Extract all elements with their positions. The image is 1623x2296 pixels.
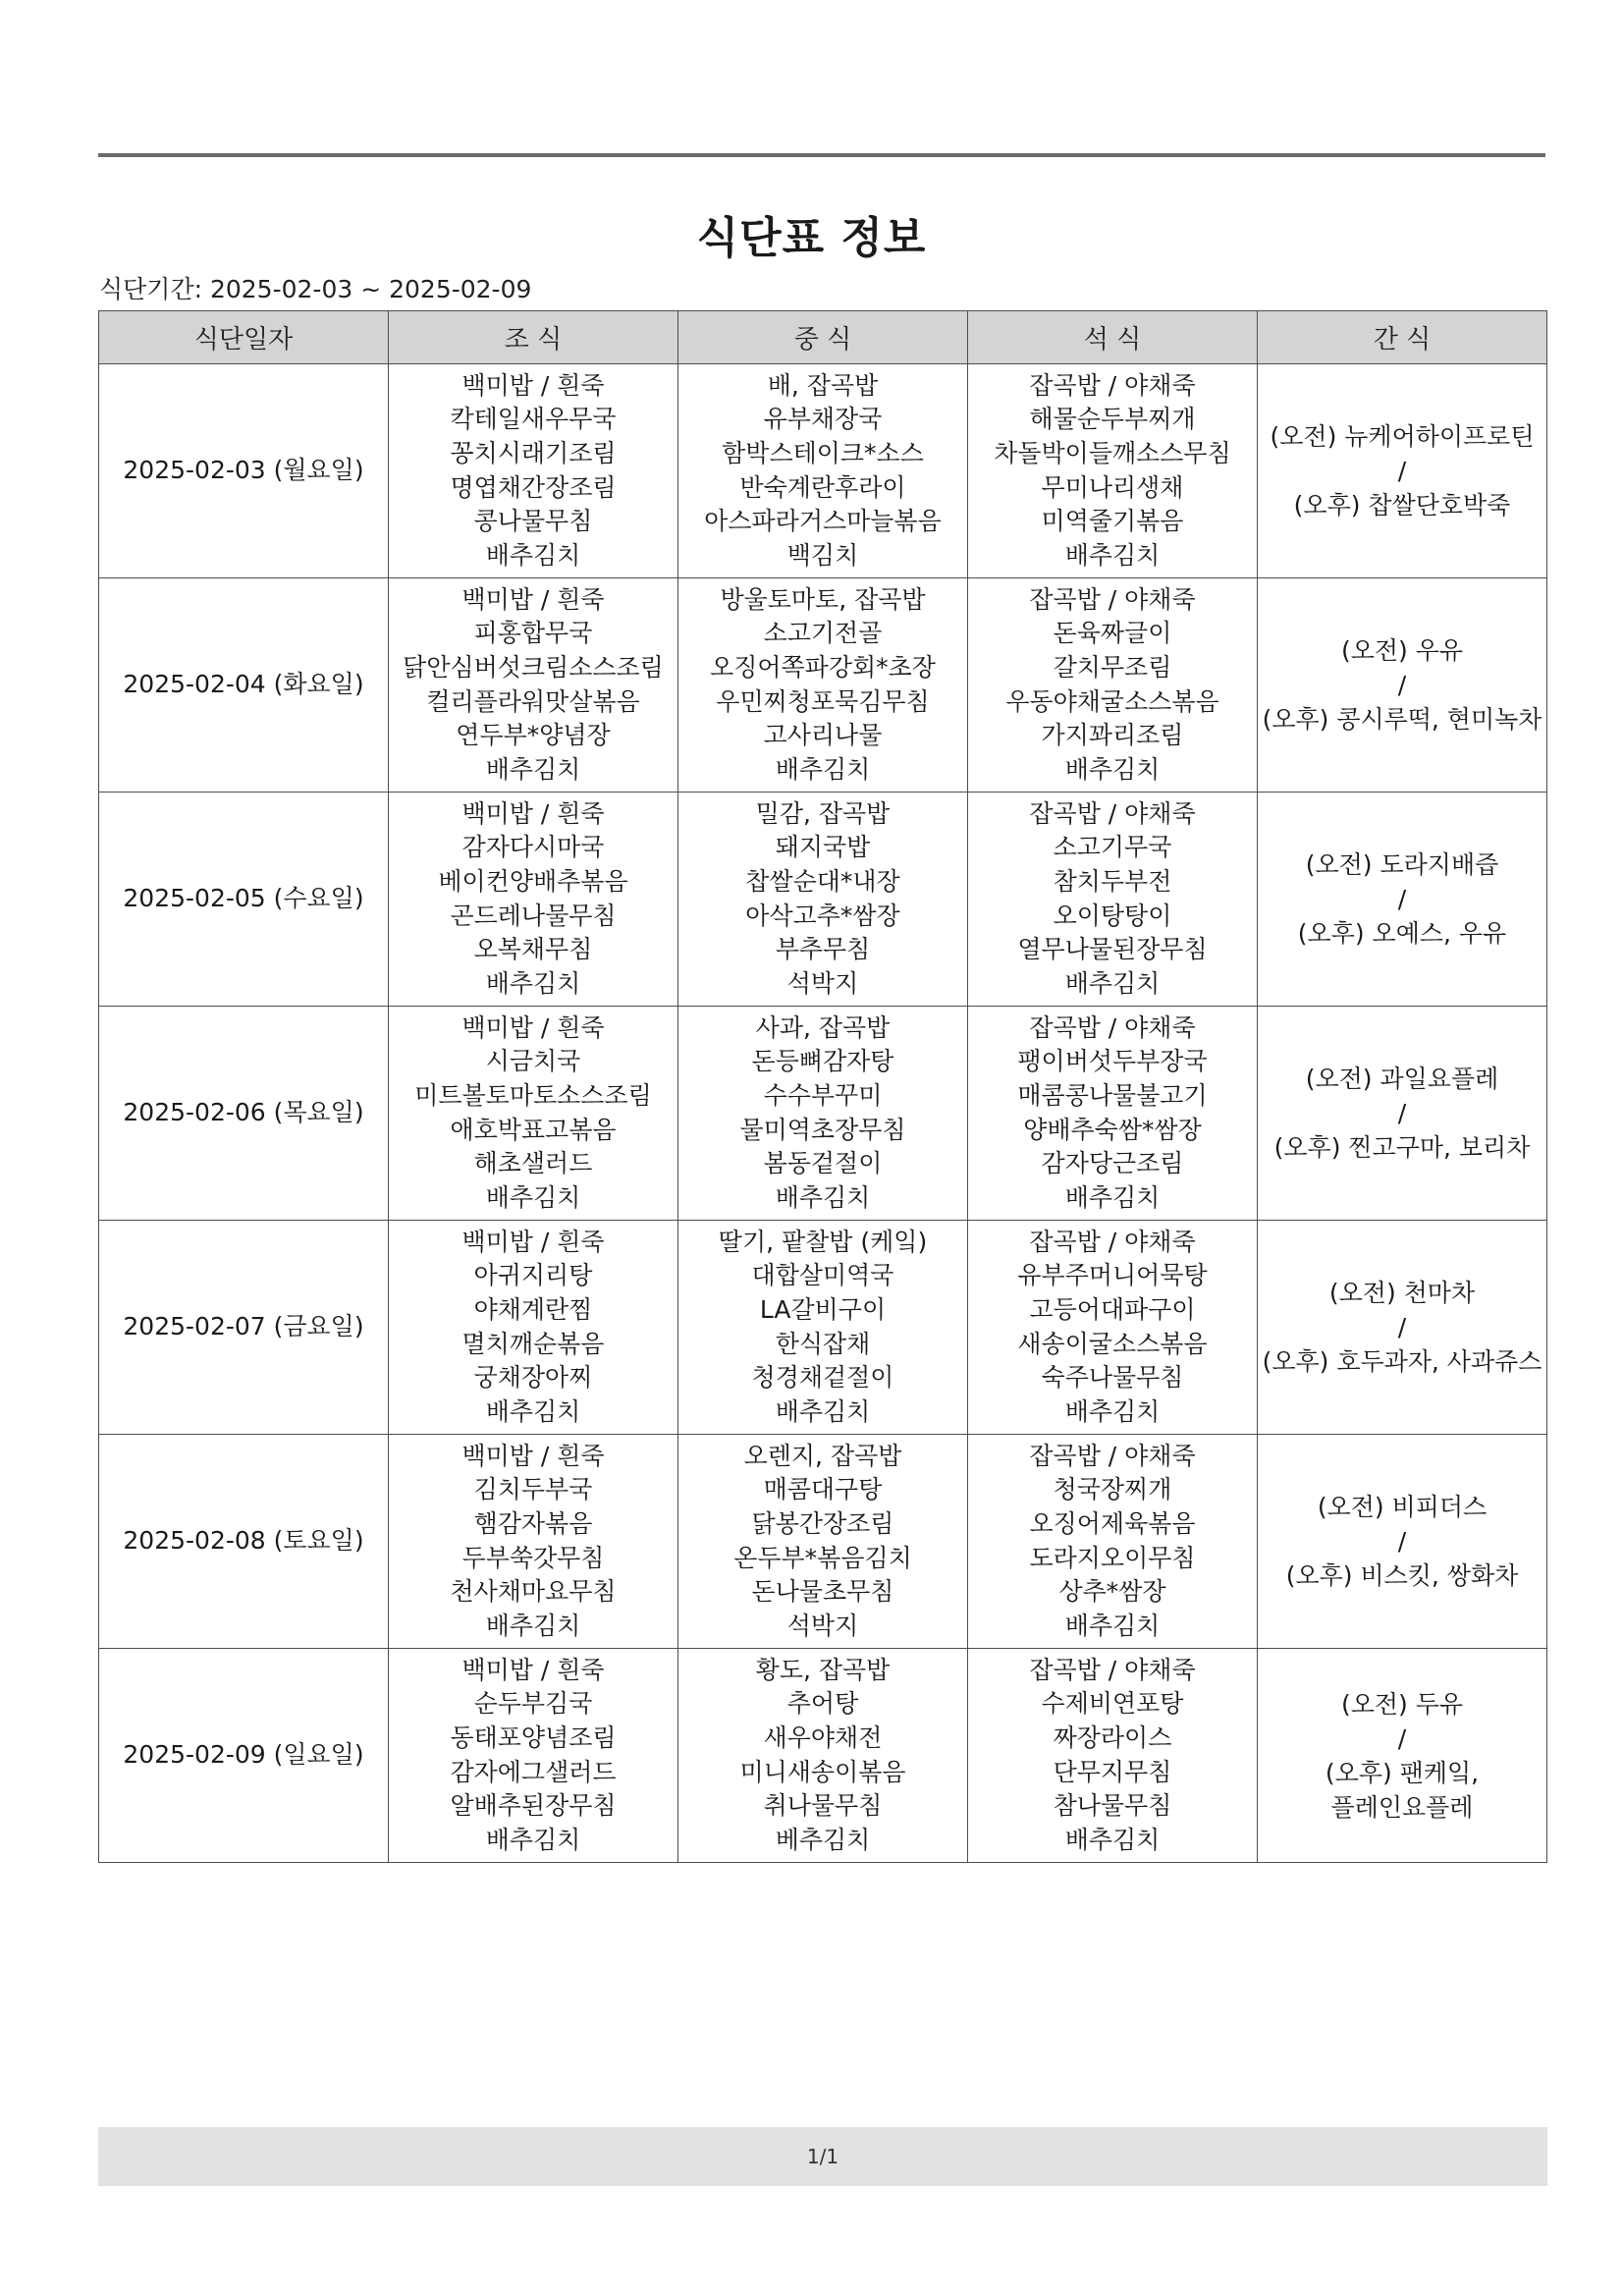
date-cell: 2025-02-07 (금요일) [99, 1221, 389, 1435]
menu-item: 배추김치 [485, 540, 581, 570]
menu-item: 대합살미역국 [751, 1261, 894, 1290]
menu-item: 배추김치 [485, 754, 581, 784]
menu-item: (오후) 호두과자, 사과쥬스 [1262, 1347, 1542, 1376]
menu-item: 아삭고추*쌈장 [745, 901, 900, 930]
menu-item: 미역줄기볶음 [1041, 507, 1184, 536]
menu-item: 유부주머니어묵탕 [1017, 1261, 1208, 1290]
menu-item: 양배추숙쌈*쌈장 [1023, 1115, 1202, 1144]
menu-item: 잡곡밥 / 야채죽 [1029, 370, 1196, 400]
menu-item: 오징어쪽파강회*초장 [710, 652, 936, 682]
menu-body [99, 364, 1547, 1863]
table-row [99, 1221, 1547, 1435]
breakfast-cell [389, 1435, 678, 1649]
header-breakfast: 조 식 [389, 311, 678, 364]
menu-item: 배추김치 [1064, 1825, 1161, 1854]
menu-item: 천사채마요무침 [450, 1577, 617, 1607]
menu-item: 한식잡채 [775, 1329, 871, 1358]
lunch-cell [678, 1435, 968, 1649]
menu-item: 배추김치 [775, 1396, 871, 1426]
menu-item: 백미밥 / 흰죽 [461, 1441, 605, 1470]
lunch-cell [678, 364, 968, 578]
menu-item: 시금치국 [485, 1047, 581, 1076]
menu-item: 잡곡밥 / 야채죽 [1029, 1227, 1196, 1256]
menu-item: 도라지오이무침 [1029, 1543, 1196, 1572]
menu-item: 방울토마토, 잡곡밥 [720, 584, 926, 614]
menu-item: 반숙계란후라이 [739, 472, 906, 502]
menu-item: 딸기, 팥찰밥 (케잌) [718, 1227, 928, 1256]
menu-item: 무미나리생채 [1041, 472, 1184, 502]
menu-item: 수수부꾸미 [763, 1080, 883, 1110]
page-footer [98, 2127, 1547, 2186]
menu-item: / [1397, 457, 1407, 485]
menu-item: 백미밥 / 흰죽 [461, 584, 605, 614]
menu-item: 배추김치 [485, 1611, 581, 1640]
snack-cell [1258, 1221, 1547, 1435]
menu-item: 가지꽈리조림 [1041, 721, 1184, 750]
menu-item: 잡곡밥 / 야채죽 [1029, 1655, 1196, 1684]
menu-item: 사과, 잡곡밥 [755, 1012, 891, 1042]
menu-item: 물미역초장무침 [739, 1115, 906, 1144]
menu-item: 멸치깨순볶음 [461, 1329, 605, 1358]
menu-item: 배추김치 [1064, 968, 1161, 998]
menu-item: 청경채겉절이 [751, 1363, 894, 1393]
date-cell: 2025-02-04 (화요일) [99, 578, 389, 793]
menu-item: 새송이굴소스볶음 [1017, 1329, 1208, 1358]
menu-item: 배추김치 [775, 754, 871, 784]
menu-item: 숙주나물무침 [1041, 1363, 1184, 1393]
menu-item: 백김치 [786, 540, 859, 570]
menu-item: 황도, 잡곡밥 [755, 1655, 891, 1684]
breakfast-cell [389, 1221, 678, 1435]
menu-item: 배추김치 [1064, 754, 1161, 784]
menu-item: 순두부김국 [473, 1689, 593, 1719]
table-row [99, 578, 1547, 793]
menu-item: LA갈비구이 [759, 1294, 887, 1324]
menu-item: 배추김치 [485, 1182, 581, 1212]
menu-item: 꽁치시래기조림 [450, 438, 617, 467]
menu-item: 배추김치 [485, 1825, 581, 1854]
menu-item: (오후) 찹쌀단호박죽 [1293, 491, 1511, 519]
menu-item: 햄감자볶음 [473, 1508, 593, 1538]
menu-item: 소고기무국 [1053, 833, 1172, 862]
menu-item: / [1397, 671, 1407, 699]
menu-item: 오복채무침 [473, 935, 593, 964]
menu-item: 우민찌청포묵김무침 [716, 686, 930, 716]
snack-cell [1258, 793, 1547, 1007]
menu-item: 상추*쌈장 [1058, 1577, 1166, 1607]
menu-item: 열무나물된장무침 [1017, 935, 1208, 964]
menu-item: 부추무침 [775, 935, 871, 964]
menu-item: 찹쌀순대*내장 [745, 866, 900, 896]
menu-item: (오전) 비피더스 [1317, 1493, 1488, 1521]
menu-item: 수제비연포탕 [1041, 1689, 1184, 1719]
menu-item: 감자다시마국 [461, 833, 605, 862]
menu-item: 피홍합무국 [473, 619, 593, 648]
menu-item: 배추김치 [485, 1396, 581, 1426]
menu-item: 해초샐러드 [473, 1149, 593, 1178]
lunch-cell [678, 1007, 968, 1221]
menu-item: 오이탕탕이 [1053, 901, 1172, 930]
menu-item: 배추김치 [775, 1182, 871, 1212]
snack-cell [1258, 578, 1547, 793]
menu-item: (오전) 천마차 [1328, 1279, 1476, 1307]
menu-item: 동태포양념조림 [450, 1722, 617, 1752]
menu-item: / [1397, 1723, 1407, 1753]
menu-item: 팽이버섯두부장국 [1017, 1047, 1208, 1076]
menu-item: (오후) 콩시루떡, 현미녹차 [1262, 705, 1542, 734]
menu-item: 해물순두부찌개 [1029, 405, 1196, 434]
breakfast-cell [389, 578, 678, 793]
menu-item: 감자당근조림 [1041, 1149, 1184, 1178]
menu-item: 잡곡밥 / 야채죽 [1029, 798, 1196, 828]
snack-cell [1258, 364, 1547, 578]
snack-cell [1258, 1435, 1547, 1649]
menu-item: 고사리나물 [763, 721, 883, 750]
menu-item: 칵테일새우무국 [450, 405, 617, 434]
menu-item: 돈나물초무침 [751, 1577, 894, 1607]
menu-item: 배추김치 [1064, 1396, 1161, 1426]
menu-item: 잡곡밥 / 야채죽 [1029, 1012, 1196, 1042]
menu-item: (오전) 뉴케어하이프로틴 [1270, 422, 1535, 451]
menu-item: (오전) 도라지배즙 [1305, 850, 1499, 879]
menu-item: 새우야채전 [763, 1722, 883, 1752]
menu-item: 두부쑥갓무침 [461, 1543, 605, 1572]
menu-item: 배추김치 [1064, 1182, 1161, 1212]
menu-item: (오후) 팬케잌, [1325, 1758, 1480, 1787]
menu-item: 석박지 [786, 1611, 859, 1640]
header-snack: 간 식 [1258, 311, 1547, 364]
menu-item: 참치두부전 [1053, 866, 1172, 896]
menu-item: 백미밥 / 흰죽 [461, 1012, 605, 1042]
menu-item: 온두부*볶음김치 [733, 1543, 912, 1572]
menu-item: 궁채장아찌 [473, 1363, 593, 1393]
menu-item: 밀감, 잡곡밥 [755, 798, 891, 828]
menu-item: 청국장찌개 [1053, 1475, 1172, 1504]
date-cell: 2025-02-06 (목요일) [99, 1007, 389, 1221]
top-divider [98, 153, 1545, 157]
menu-item: 백미밥 / 흰죽 [461, 370, 605, 400]
menu-item: 야채계란찜 [473, 1294, 593, 1324]
menu-table [98, 310, 1547, 1863]
dinner-cell [968, 578, 1258, 793]
menu-item: 돈육짜글이 [1053, 619, 1172, 648]
table-row [99, 364, 1547, 578]
menu-item: 갈치무조림 [1053, 652, 1172, 682]
menu-item: (오후) 비스킷, 쌍화차 [1285, 1561, 1519, 1590]
lunch-cell [678, 1649, 968, 1863]
dinner-cell [968, 1435, 1258, 1649]
menu-period: 식단기간: 2025-02-03 ~ 2025-02-09 [99, 275, 532, 303]
menu-item: 고등어대파구이 [1029, 1294, 1196, 1324]
menu-item: 베추김치 [775, 1825, 871, 1854]
page-number: 1/1 [806, 2145, 839, 2168]
header-row [99, 311, 1547, 364]
dinner-cell [968, 364, 1258, 578]
menu-item: 곤드레나물무침 [450, 901, 617, 930]
menu-item: (오전) 두유 [1340, 1689, 1464, 1719]
dinner-cell [968, 793, 1258, 1007]
lunch-cell [678, 578, 968, 793]
menu-item: 오징어제육볶음 [1029, 1508, 1196, 1538]
menu-item: 돈등뼈감자탕 [751, 1047, 894, 1076]
menu-item: 아귀지리탕 [473, 1261, 593, 1290]
dinner-cell [968, 1007, 1258, 1221]
menu-item: 닭안심버섯크림소스조림 [403, 652, 664, 682]
menu-item: 백미밥 / 흰죽 [461, 798, 605, 828]
menu-item: / [1397, 1099, 1407, 1127]
snack-cell [1258, 1649, 1547, 1863]
menu-item: 배추김치 [485, 968, 581, 998]
dinner-cell [968, 1221, 1258, 1435]
menu-item: 배추김치 [1064, 540, 1161, 570]
menu-item: 컬리플라워맛살볶음 [426, 686, 640, 716]
menu-item: 감자에그샐러드 [450, 1757, 617, 1786]
menu-item: 매콤콩나물불고기 [1017, 1080, 1208, 1110]
menu-item: 함박스테이크*소스 [722, 438, 924, 467]
menu-item: 백미밥 / 흰죽 [461, 1655, 605, 1684]
menu-item: (오전) 우유 [1340, 636, 1464, 665]
menu-item: 잡곡밥 / 야채죽 [1029, 1441, 1196, 1470]
menu-item: 애호박표고볶음 [450, 1115, 617, 1144]
menu-item: 베이컨양배추볶음 [438, 866, 628, 896]
table-row [99, 793, 1547, 1007]
menu-item: 미니새송이볶음 [739, 1757, 906, 1786]
snack-cell [1258, 1007, 1547, 1221]
menu-item: 콩나물무침 [473, 507, 593, 536]
date-cell: 2025-02-03 (월요일) [99, 364, 389, 578]
menu-item: 오렌지, 잡곡밥 [743, 1441, 902, 1470]
breakfast-cell [389, 793, 678, 1007]
menu-item: 매콤대구탕 [763, 1475, 883, 1504]
menu-item: 우동야채굴소스볶음 [1005, 686, 1219, 716]
menu-item: 봄동겉절이 [763, 1149, 883, 1178]
menu-item: 단무지무침 [1053, 1757, 1172, 1786]
date-cell: 2025-02-08 (토요일) [99, 1435, 389, 1649]
breakfast-cell [389, 364, 678, 578]
page-title: 식단표 정보 [696, 213, 927, 263]
header-lunch: 중 식 [678, 311, 968, 364]
menu-item: / [1397, 885, 1407, 913]
menu-item: 연두부*양념장 [456, 721, 611, 750]
lunch-cell [678, 1221, 968, 1435]
menu-item: 백미밥 / 흰죽 [461, 1227, 605, 1256]
menu-item: 배추김치 [1064, 1611, 1161, 1640]
menu-item: 석박지 [786, 968, 859, 998]
table-row [99, 1007, 1547, 1221]
menu-item: 추어탕 [786, 1689, 859, 1719]
menu-item: 차돌박이들깨소스무침 [994, 438, 1231, 467]
menu-item: 잡곡밥 / 야채죽 [1029, 584, 1196, 614]
menu-item: 김치두부국 [473, 1475, 593, 1504]
breakfast-cell [389, 1649, 678, 1863]
menu-item: (오후) 찐고구마, 보리차 [1273, 1133, 1531, 1162]
menu-item: 알배추된장무침 [450, 1791, 617, 1821]
menu-item: 참나물무침 [1053, 1791, 1172, 1821]
dinner-cell [968, 1649, 1258, 1863]
menu-item: 돼지국밥 [775, 833, 871, 862]
menu-item: 짜장라이스 [1053, 1722, 1172, 1752]
menu-item: 취나물무침 [763, 1791, 883, 1821]
menu-item: (오후) 오예스, 우유 [1297, 919, 1507, 948]
menu-item: 소고기전골 [763, 619, 883, 648]
menu-item: / [1397, 1313, 1407, 1341]
table-row [99, 1435, 1547, 1649]
menu-item: (오전) 과일요플레 [1305, 1065, 1499, 1093]
date-cell: 2025-02-09 (일요일) [99, 1649, 389, 1863]
menu-item: 아스파라거스마늘볶음 [704, 507, 942, 536]
menu-item: / [1397, 1527, 1407, 1556]
header-date: 식단일자 [99, 311, 389, 364]
menu-item: 유부채장국 [763, 405, 883, 434]
lunch-cell [678, 793, 968, 1007]
table-row [99, 1649, 1547, 1863]
menu-item: 미트볼토마토소스조림 [414, 1080, 652, 1110]
menu-item: 플레인요플레 [1330, 1792, 1474, 1822]
date-cell: 2025-02-05 (수요일) [99, 793, 389, 1007]
menu-item: 닭봉간장조림 [751, 1508, 894, 1538]
menu-item: 명엽채간장조림 [450, 472, 617, 502]
menu-item: 배, 잡곡밥 [767, 370, 879, 400]
header-dinner: 석 식 [968, 311, 1258, 364]
breakfast-cell [389, 1007, 678, 1221]
